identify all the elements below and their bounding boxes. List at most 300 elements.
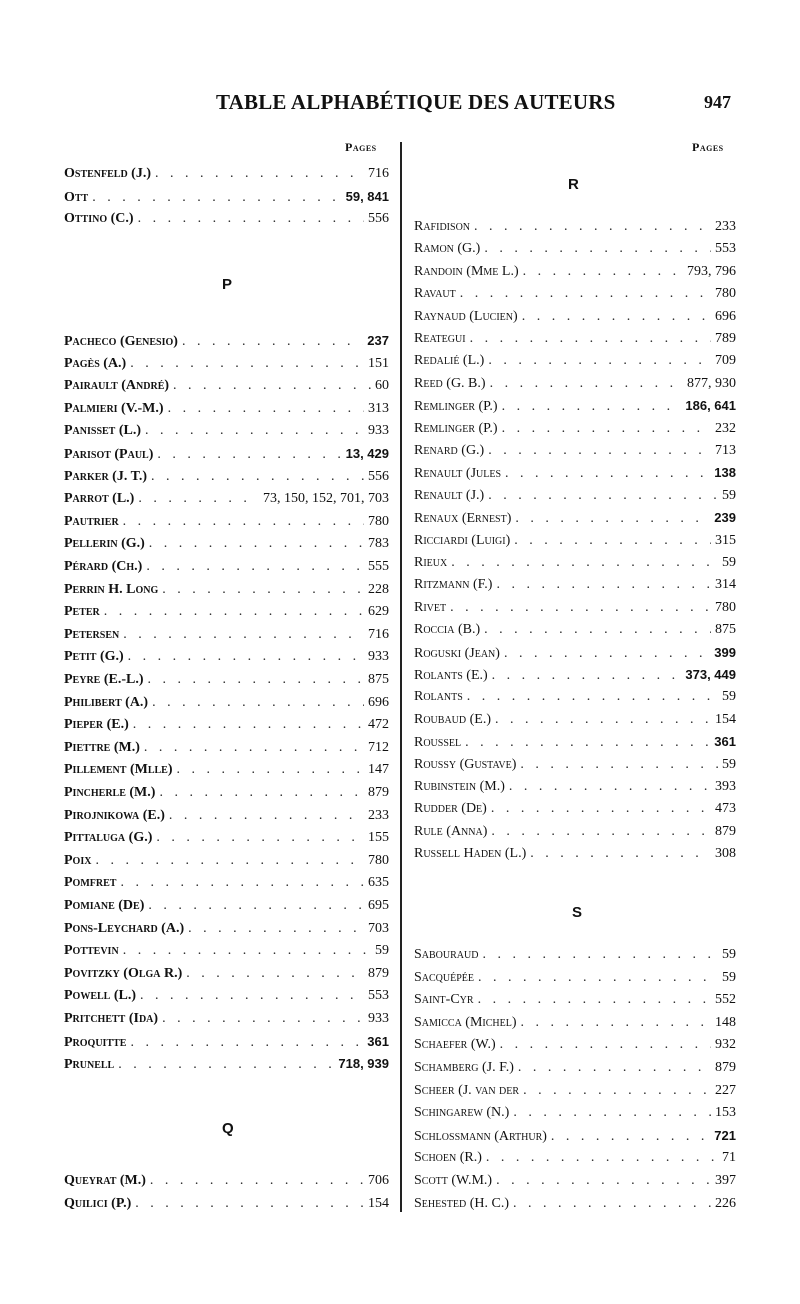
dot-leader [460, 283, 711, 305]
page-references: 635 [368, 875, 389, 891]
index-entry [64, 1170, 389, 1192]
page-references: 186, 641 [685, 398, 736, 414]
page-references: 361 [367, 1033, 389, 1049]
author-name: Roussy (Gustave) [414, 756, 517, 772]
dot-leader [104, 601, 364, 623]
index-entry [414, 1102, 736, 1124]
author-name: Renard (G.) [414, 443, 485, 458]
page-references: 716 [368, 166, 389, 181]
index-entry [64, 940, 389, 962]
index-entry [64, 208, 389, 230]
dot-leader [484, 619, 711, 641]
author-name: Ott [64, 189, 89, 205]
author-name: Pillement (Mlle) [64, 762, 173, 778]
index-entry [414, 216, 736, 238]
author-name: Pomiane (De) [64, 898, 145, 913]
page-references: 879 [368, 965, 389, 981]
dot-leader [146, 556, 364, 578]
dot-leader [496, 574, 711, 596]
dot-leader [523, 261, 683, 283]
dot-leader [490, 373, 683, 395]
page-references: 875 [715, 622, 736, 638]
dot-leader [138, 208, 364, 230]
index-entry [64, 895, 389, 917]
index-entry [414, 754, 736, 776]
index-entry [414, 306, 736, 328]
author-name: Russell Haden (L.) [414, 846, 527, 862]
index-entry [414, 530, 736, 552]
page-references: 703 [368, 920, 389, 936]
index-entry [64, 759, 389, 781]
index-entry [64, 692, 389, 714]
page-references: 712 [368, 739, 389, 755]
author-name: Queyrat (M.) [64, 1173, 146, 1188]
index-entry [414, 1170, 736, 1192]
dot-leader [488, 485, 718, 507]
dot-leader [492, 665, 682, 687]
dot-leader [120, 872, 364, 894]
author-name: Philibert (A.) [64, 694, 149, 710]
index-entry [64, 163, 389, 185]
page-references: 228 [368, 581, 389, 597]
author-name: Saint-Cyr [414, 992, 474, 1008]
page-references: 239 [714, 510, 736, 526]
dot-leader [470, 328, 711, 350]
index-entry [414, 731, 736, 753]
index-entry [64, 985, 389, 1007]
index-entry [64, 533, 389, 555]
dot-leader [145, 420, 364, 442]
author-name: Pritchett (Ida) [64, 1011, 159, 1026]
section-letter: Q [222, 1120, 234, 1137]
pages-label-left: Pages [345, 140, 377, 154]
index-entry [414, 1057, 736, 1079]
dot-leader [513, 1193, 711, 1215]
dot-leader [496, 1170, 711, 1192]
index-entry [64, 330, 389, 352]
author-name: Schingarew (N.) [414, 1105, 510, 1121]
index-entry [64, 1031, 389, 1053]
index-entry [414, 1125, 736, 1147]
page-references: 155 [368, 830, 389, 846]
page-references: 73, 150, 152, 701, 703 [263, 491, 389, 507]
dot-leader [151, 466, 364, 488]
page-references: 706 [368, 1173, 389, 1188]
author-name: Sabouraud [414, 947, 479, 962]
page-references: 793, 796 [687, 263, 736, 279]
author-name: Schamberg (J. F.) [414, 1060, 514, 1075]
author-name: Sehested (H. C.) [414, 1195, 509, 1211]
author-name: Renault (Jules [414, 466, 502, 482]
dot-leader [486, 1147, 718, 1169]
dot-leader [478, 967, 718, 989]
dot-leader [169, 805, 364, 827]
index-entry [64, 443, 389, 465]
page-references: 227 [715, 1082, 736, 1098]
page-references: 59 [722, 487, 736, 503]
page-references: 59 [722, 555, 736, 570]
index-entry [414, 944, 736, 966]
dot-leader [177, 759, 364, 781]
dot-leader [488, 440, 711, 462]
page-references: 233 [368, 807, 389, 823]
author-name: Ritzmann (F.) [414, 577, 493, 593]
author-name: Reategui [414, 331, 466, 346]
dot-leader [484, 238, 711, 260]
dot-leader [159, 782, 364, 804]
dot-leader [152, 692, 364, 714]
index-entry [64, 398, 389, 420]
author-name: Remlinger (P.) [414, 399, 498, 415]
dot-leader [488, 350, 711, 372]
index-entry [64, 1193, 389, 1215]
dot-leader [156, 827, 364, 849]
index-entry [64, 488, 389, 510]
page-references: 472 [368, 717, 389, 733]
author-name: Roussel [414, 735, 462, 751]
index-entry [414, 619, 736, 641]
author-name: Reed (G. B.) [414, 375, 486, 391]
page-references: 780 [368, 852, 389, 868]
dot-leader [138, 488, 259, 510]
author-name: Parisot (Paul) [64, 447, 154, 462]
index-entry [64, 511, 389, 533]
page-references: 696 [368, 694, 389, 710]
author-name: Povitzky (Olga R.) [64, 965, 183, 981]
index-entry [64, 737, 389, 759]
index-entry [64, 646, 389, 668]
author-name: Remlinger (P.) [414, 420, 498, 436]
index-entry [414, 821, 736, 843]
index-entry [64, 1008, 389, 1030]
dot-leader [509, 776, 711, 798]
index-entry [64, 579, 389, 601]
page-references: 399 [714, 644, 736, 660]
author-name: Scott (W.M.) [414, 1173, 493, 1188]
page-references: 237 [367, 333, 389, 348]
index-entry [64, 1053, 389, 1075]
author-name: Renaux (Ernest) [414, 511, 512, 527]
section-letter: S [572, 904, 583, 921]
index-entry [64, 601, 389, 623]
dot-leader [505, 463, 710, 485]
index-entry [64, 872, 389, 894]
author-name: Randoin (Mme L.) [414, 263, 519, 279]
index-entry [64, 918, 389, 940]
index-entry [64, 782, 389, 804]
author-name: Schlossmann (Arthur) [414, 1128, 547, 1144]
dot-leader [135, 1193, 364, 1215]
index-entry [64, 963, 389, 985]
index-entry [64, 624, 389, 646]
index-entry [414, 485, 736, 507]
dot-leader [451, 552, 718, 574]
index-entry [414, 709, 736, 731]
author-name: Pomfret [64, 875, 117, 891]
author-name: Pittaluga (G.) [64, 830, 153, 846]
dot-leader [491, 798, 711, 820]
index-entry [64, 466, 389, 488]
dot-leader [149, 533, 364, 555]
author-name: Rafidison [414, 219, 471, 234]
page-references: 313 [368, 400, 389, 416]
page-header [0, 88, 800, 118]
author-name: Piettre (M.) [64, 739, 140, 755]
dot-leader [128, 646, 364, 668]
dot-leader [140, 985, 364, 1007]
dot-leader [130, 353, 364, 375]
author-name: Rolants [414, 689, 463, 705]
page-references: 233 [715, 219, 736, 234]
page-references: 629 [368, 604, 389, 620]
dot-leader [465, 732, 710, 754]
author-name: Poix [64, 852, 92, 868]
author-name: Scheer (J. van der [414, 1082, 520, 1098]
page-references: 721 [714, 1127, 736, 1143]
index-entry [64, 714, 389, 736]
author-name: Rieux [414, 555, 448, 570]
author-name: Prunell [64, 1057, 115, 1073]
author-name: Quilici (P.) [64, 1195, 132, 1211]
author-name: Pellerin (G.) [64, 536, 145, 552]
page-references: 552 [715, 992, 736, 1008]
index-entry [414, 843, 736, 865]
index-entry [414, 552, 736, 574]
dot-leader [551, 1126, 710, 1148]
page-references: 148 [715, 1014, 736, 1030]
author-name: Ravaut [414, 286, 456, 302]
dot-leader [182, 331, 363, 353]
dot-leader [515, 508, 710, 530]
author-name: Parrot (L.) [64, 491, 135, 507]
page-references: 154 [715, 711, 736, 727]
dot-leader [513, 1102, 711, 1124]
author-name: Rubinstein (M.) [414, 779, 505, 794]
index-entry [414, 261, 736, 283]
dot-leader [133, 714, 364, 736]
dot-leader [162, 579, 364, 601]
page-references: 696 [715, 308, 736, 324]
author-name: Redalié (L.) [414, 353, 485, 369]
dot-leader [95, 850, 364, 872]
index-entry [64, 805, 389, 827]
dot-leader [123, 624, 364, 646]
index-entry [64, 850, 389, 872]
page-references: 151 [368, 355, 389, 371]
author-name: Rivet [414, 599, 447, 615]
page-references: 59 [722, 947, 736, 962]
page-title: TABLE ALPHABÉTIQUE DES AUTEURS [216, 90, 616, 114]
author-name: Samicca (Michel) [414, 1014, 517, 1030]
author-name: Roubaud (E.) [414, 711, 491, 727]
page-references: 232 [715, 420, 736, 436]
index-entry [64, 556, 389, 578]
index-entry [414, 664, 736, 686]
dot-leader [123, 511, 364, 533]
page-references: 718, 939 [338, 1056, 389, 1072]
page-references: 314 [715, 577, 736, 593]
page-number: 947 [704, 92, 731, 112]
page-references: 695 [368, 898, 389, 913]
page-references: 361 [714, 734, 736, 750]
page-references: 553 [368, 988, 389, 1004]
author-name: Parker (J. T.) [64, 468, 148, 484]
index-entry [64, 186, 389, 208]
author-name: Pieper (E.) [64, 717, 129, 733]
author-name: Pons-Leychard (A.) [64, 920, 185, 936]
page-references: 716 [368, 626, 389, 642]
dot-leader [478, 989, 711, 1011]
dot-leader [522, 306, 711, 328]
author-name: Schaefer (W.) [414, 1037, 496, 1053]
author-name: Rudder (De) [414, 801, 487, 817]
page-references: 933 [368, 649, 389, 665]
page-references: 780 [368, 513, 389, 529]
page-references: 226 [715, 1195, 736, 1211]
author-name: Ostenfeld (J.) [64, 166, 152, 181]
dot-leader [150, 1170, 364, 1192]
author-name: Pacheco (Genesio) [64, 334, 178, 349]
index-entry [414, 989, 736, 1011]
author-name: Rolants (E.) [414, 668, 488, 683]
author-name: Pincherle (M.) [64, 785, 156, 800]
index-entry [414, 373, 736, 395]
author-name: Peter [64, 604, 100, 620]
dot-leader [491, 821, 711, 843]
page-references: 154 [368, 1195, 389, 1211]
author-name: Ottino (C.) [64, 211, 134, 227]
dot-leader [500, 1034, 711, 1056]
index-entry [414, 462, 736, 484]
page-references: 59 [722, 756, 736, 772]
page-references: 473 [715, 801, 736, 817]
author-name: Schoen (R.) [414, 1150, 482, 1166]
dot-leader [168, 398, 364, 420]
page-references: 13, 429 [345, 446, 389, 461]
index-entry [414, 418, 736, 440]
dot-leader [186, 963, 364, 985]
page-references: 315 [715, 532, 736, 548]
index-entry [414, 350, 736, 372]
author-name: Petersen [64, 626, 120, 642]
dot-leader [148, 895, 364, 917]
index-entry [64, 375, 389, 397]
author-name: Peyre (E.-L.) [64, 672, 144, 687]
author-name: Renault (J.) [414, 487, 485, 503]
page-references: 879 [715, 1060, 736, 1075]
page-references: 780 [715, 599, 736, 615]
dot-leader [518, 1057, 711, 1079]
page-references: 555 [368, 559, 389, 574]
index-entry [414, 642, 736, 664]
index-entry [414, 1193, 736, 1215]
dot-leader [514, 530, 711, 552]
index-entry [414, 328, 736, 350]
dot-leader [123, 940, 371, 962]
author-name: Ricciardi (Luigi) [414, 532, 511, 548]
dot-leader [144, 737, 364, 759]
dot-leader [450, 597, 711, 619]
dot-leader [155, 163, 364, 185]
author-name: Pottevin [64, 943, 119, 959]
index-entry [414, 507, 736, 529]
page-references: 709 [715, 353, 736, 369]
author-name: Ramon (G.) [414, 241, 481, 257]
author-name: Powell (L.) [64, 988, 137, 1004]
author-name: Pirojnikowa (E.) [64, 807, 165, 823]
author-name: Pagès (A.) [64, 355, 127, 371]
dot-leader [157, 444, 341, 466]
page-references: 875 [368, 672, 389, 687]
dot-leader [502, 396, 682, 418]
page-references: 59, 841 [345, 188, 389, 204]
index-entry [414, 1012, 736, 1034]
author-name: Perrin H. Long [64, 581, 159, 597]
page-references: 393 [715, 779, 736, 794]
index-entry [414, 686, 736, 708]
dot-leader [173, 375, 371, 397]
author-name: Sacquépée [414, 969, 475, 985]
page-references: 138 [714, 465, 736, 481]
author-name: Rule (Anna) [414, 823, 488, 839]
page-references: 71 [722, 1150, 736, 1166]
page-references: 879 [715, 823, 736, 839]
page-references: 789 [715, 331, 736, 346]
page-references: 556 [368, 211, 389, 227]
page-references: 780 [715, 286, 736, 302]
page-references: 933 [368, 423, 389, 439]
index-entry [414, 1034, 736, 1056]
index-entry [414, 395, 736, 417]
index-entry [414, 1147, 736, 1169]
page-references: 147 [368, 762, 389, 778]
dot-leader [504, 643, 710, 665]
author-name: Pautrier [64, 513, 119, 529]
index-entry [414, 1080, 736, 1102]
index-entry [414, 440, 736, 462]
section-letter: P [222, 276, 233, 293]
page-references: 877, 930 [687, 375, 736, 391]
index-entry [414, 597, 736, 619]
column-divider [400, 142, 402, 1212]
dot-leader [502, 418, 711, 440]
page-references: 308 [715, 846, 736, 862]
page-references: 783 [368, 536, 389, 552]
page-references: 713 [715, 443, 736, 458]
page-references: 933 [368, 1011, 389, 1026]
dot-leader [482, 944, 718, 966]
author-name: Petit (G.) [64, 649, 124, 665]
page-references: 59 [375, 943, 389, 959]
author-name: Pérard (Ch.) [64, 559, 143, 574]
dot-leader [530, 843, 711, 865]
index-entry [414, 776, 736, 798]
page-references: 60 [375, 378, 389, 394]
index-entry [414, 238, 736, 260]
dot-leader [148, 669, 365, 691]
dot-leader [92, 187, 341, 209]
author-name: Raynaud (Lucien) [414, 308, 518, 324]
dot-leader [520, 754, 718, 776]
section-letter: R [568, 176, 579, 193]
author-name: Roccia (B.) [414, 622, 481, 638]
page-references: 932 [715, 1037, 736, 1053]
author-name: Pairault (André) [64, 378, 170, 394]
index-entry [64, 827, 389, 849]
dot-leader [118, 1054, 334, 1076]
page-references: 879 [368, 785, 389, 800]
dot-leader [130, 1032, 363, 1054]
